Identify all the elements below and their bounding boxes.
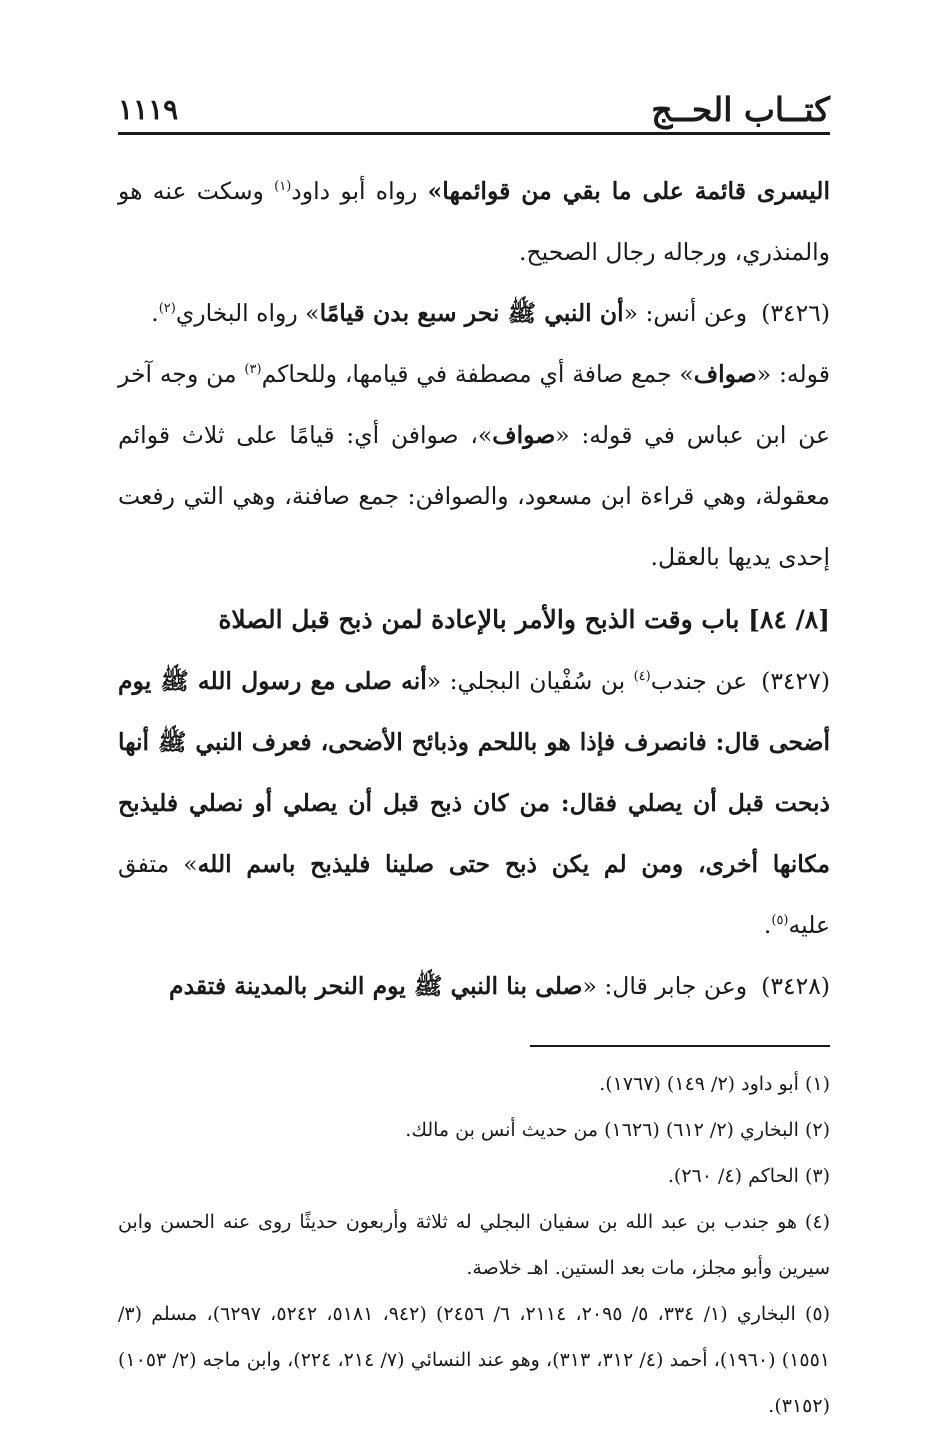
commentary-text: »، صوافن أي: قيامًا على ثلاث قوائم معقولة، وهي قراءة ابن مسعود، والصوافن: جمع صافنة، وهي التي رفعت إحدى يديها بالعقل.	[118, 421, 830, 571]
narration-text: » متفق عليه	[118, 850, 830, 939]
commentary-text: من وجه آخر عن ابن عباس في قوله: «	[118, 360, 830, 449]
commentary-term: صواف	[492, 421, 556, 449]
main-text	[118, 161, 830, 1017]
hadith-3426	[118, 283, 830, 344]
hadith-number: (٣٤٢٦)	[761, 299, 830, 327]
hadith-3428	[118, 956, 830, 1017]
hadith-text-bold: أن النبي ﷺ نحر سبع بدن قيامًا	[319, 299, 624, 327]
hadith-text-bold: أنه صلى مع رسول الله ﷺ يوم أضحى قال: فانصرف فإذا هو باللحم وذبائح الأضحى، فعرف النبي ﷺ أنها ذبحت قبل أن يصلي فقال: من كان ذبح قبل أن يصلي أو نصلي فليذبح مكانها أخرى، ومن لم يكن ذبح حتى صلينا فليذبح باسم الله	[118, 667, 830, 878]
footnote-ref: (١)	[274, 179, 292, 195]
narration-text: .	[763, 911, 772, 939]
commentary-text: » جمع صافة أي مصطفة في قيامها، وللحاكم	[261, 360, 694, 388]
footnote-ref: (٤)	[633, 669, 651, 685]
narration-intro: بن سُفْيان البجلي: «	[426, 667, 634, 695]
footnote-ref: (٥)	[771, 913, 789, 929]
book-page	[118, 88, 830, 1429]
footnote-ref: (٣)	[244, 362, 262, 378]
hadith-number: (٣٤٢٨)	[761, 972, 830, 1000]
paragraph-continuation	[118, 161, 830, 283]
footnote-1: (١) أبو داود (٢/ ١٤٩) (١٧٦٧).	[599, 1073, 830, 1095]
footnote-4: (٤) هو جندب بن عبد الله بن سفيان البجلي له ثلاثة وأربعون حديثًا روى عنه الحسن وابن سيرين وأبو مجلز، مات بعد الستين. اهـ خلاصة.	[118, 1211, 830, 1279]
narration-text: وسكت عنه هو والمنذري، ورجاله رجال الصحيح.	[118, 177, 830, 266]
narration-intro: عن جندب	[650, 667, 748, 695]
hadith-text-bold: صلى بنا النبي ﷺ يوم النحر بالمدينة فتقدم	[169, 972, 583, 1000]
narration-intro: وعن جابر قال: «	[582, 972, 748, 1000]
page-number: ١١١٩	[118, 93, 179, 126]
footnote-3: (٣) الحاكم (٤/ ٢٦٠).	[667, 1165, 830, 1187]
footnote-5: (٥) البخاري (١/ ٣٣٤، ٥/ ٢٠٩٥، ٢١١٤، ٦/ ٢٤٥٦) (٩٤٢، ٥١٨١، ٥٢٤٢، ٦٢٩٧)، مسلم (٣/ ١٥٥١) (١٩٦٠)، أحمد (٤/ ٣١٢، ٣١٣)، وهو عند النسائي (٧/ ٢١٤، ٢٢٤)، وابن ماجه (٢/ ١٠٥٣) (٣١٥٢).	[118, 1303, 831, 1417]
footnote-2: (٢) البخاري (٢/ ٦١٢) (١٦٢٦) من حديث أنس بن مالك.	[405, 1119, 830, 1141]
commentary-text: قوله: «	[756, 360, 830, 388]
running-header	[118, 88, 830, 135]
narration-intro: وعن أنس: «	[623, 299, 748, 327]
hadith-3427	[118, 651, 830, 956]
footnote-divider	[530, 1045, 830, 1047]
narration-text: » رواه البخاري	[175, 299, 320, 327]
chapter-heading: [٨/ ٨٤] باب وقت الذبح والأمر بالإعادة لمن ذبح قبل الصلاة	[218, 605, 830, 634]
hadith-text-bold: اليسرى قائمة على ما بقي من قوائمها»	[427, 177, 831, 205]
narration-text: .	[151, 299, 159, 327]
narration-text: رواه أبو داود	[291, 177, 428, 205]
book-title: كتــاب الحــج	[651, 90, 830, 129]
footnotes	[118, 1061, 830, 1429]
hadith-number: (٣٤٢٧)	[761, 667, 830, 695]
footnote-ref: (٢)	[158, 301, 176, 317]
commentary-term: صواف	[693, 360, 757, 388]
commentary-paragraph	[118, 344, 830, 588]
